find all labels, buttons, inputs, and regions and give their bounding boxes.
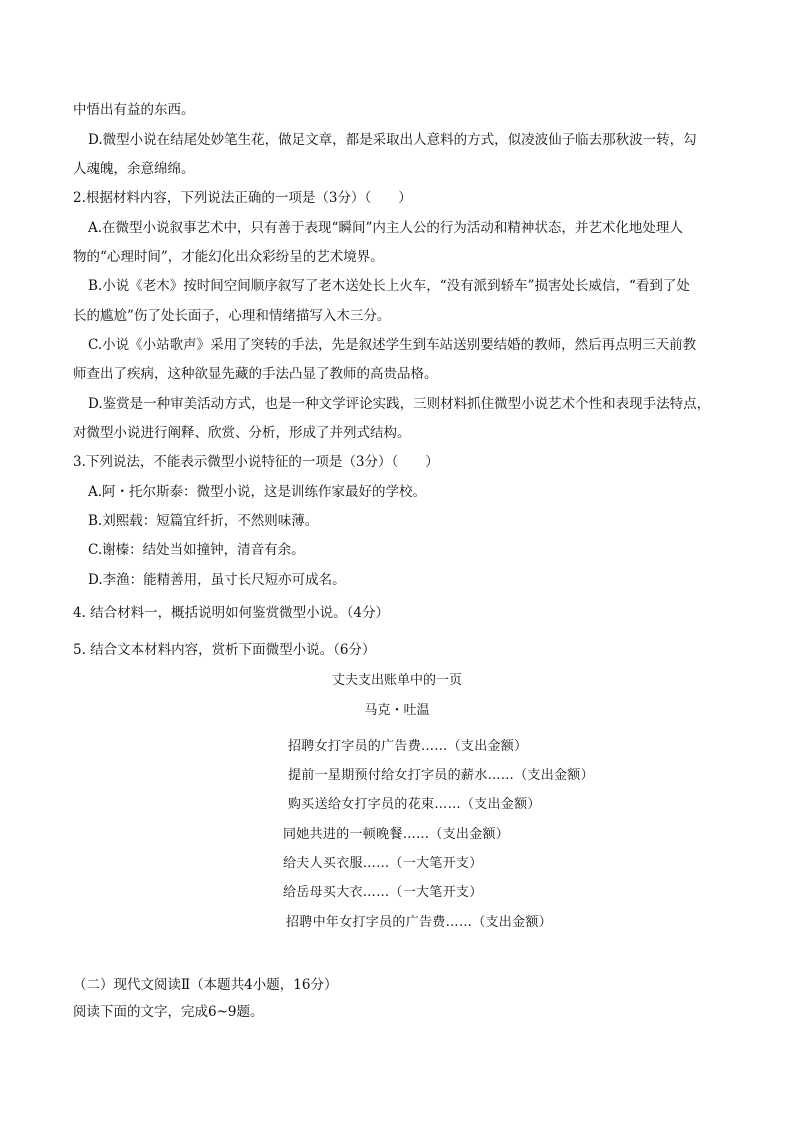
ledger-item: 给岳母买大衣……（一大笔开支） [283, 885, 483, 900]
ledger-item: 给夫人买衣服……（一大笔开支） [283, 856, 483, 871]
section-instruction: 阅读下面的文字，完成6~9题。 [73, 1004, 264, 1020]
story-author: 马克・吐温 [364, 703, 430, 718]
option-b-text: B.小说《老木》按时间空间顺序叙写了老木送处长上火车，“没有派到轿车”损害处长威信，“看到了处 [88, 278, 690, 294]
text-line: 物的“心理时间”，才能幻化出众彩纷呈的艺术境界。 [73, 249, 384, 265]
text-line: 对微型小说进行阐释、欣赏、分析，形成了并列式结构。 [73, 425, 411, 441]
option-b-text: B.刘熙载：短篇宜纤折，不然则味薄。 [88, 513, 319, 529]
option-a-text: A.在微型小说叙事艺术中，只有善于表现“瞬间”内主人公的行为活动和精神状态，并艺术化地处理人 [88, 220, 683, 236]
ledger-item: 购买送给女打字员的花束……（支出金额） [288, 797, 541, 812]
option-d-text: D.微型小说在结尾处妙笔生花，做足文章，都是采取出人意料的方式，似凌波仙子临去那秋波一转，勾 [88, 132, 697, 148]
option-d-text: D.鉴赏是一种审美活动方式，也是一种文学评论实践，三则材料抓住微型小说艺术个性和表现手法特点， [88, 396, 711, 412]
question-4: 4. 结合材料一，概括说明如何鉴赏微型小说。（4分） [73, 605, 390, 621]
text-line: 人魂魄，余意绵绵。 [73, 161, 195, 177]
text-line: 师查出了疾病，这种欲显先藏的手法凸显了教师的高贵品格。 [73, 366, 438, 382]
option-d-text: D.李渔：能精善用，虽寸长尺短亦可成名。 [88, 572, 346, 588]
option-c-text: C.小说《小站歌声》采用了突转的手法，先是叙述学生到车站送别要结婚的教师，然后再点明三天前教 [88, 337, 697, 353]
ledger-item: 招聘中年女打字员的广告费……（支出金额） [286, 915, 553, 930]
question-2: 2.根据材料内容，下列说法正确的一项是（3分）（ ） [73, 190, 412, 206]
option-a-text: A.阿・托尔斯泰：微型小说，这是训练作家最好的学校。 [88, 484, 427, 500]
ledger-item: 招聘女打字员的广告费……（支出金额） [288, 739, 528, 754]
ledger-item: 同她共进的一顿晚餐……（支出金额） [283, 827, 510, 842]
question-5: 5. 结合文本材料内容，赏析下面微型小说。（6分） [73, 642, 376, 658]
text-line: 长的尴尬”伤了处长面子，心理和情绪描写入木三分。 [73, 308, 391, 324]
section-heading: （二）现代文阅读Ⅱ（本题共4小题，16分） [73, 977, 338, 993]
text-line: 中悟出有益的东西。 [73, 102, 195, 118]
story-title: 丈夫支出账单中的一页 [331, 673, 462, 688]
ledger-item: 提前一星期预付给女打字员的薪水……（支出金额） [288, 768, 594, 783]
question-3: 3.下列说法，不能表示微型小说特征的一项是（3分）（ ） [73, 454, 439, 470]
option-c-text: C.谢榛：结处当如撞钟，清音有余。 [88, 542, 305, 558]
